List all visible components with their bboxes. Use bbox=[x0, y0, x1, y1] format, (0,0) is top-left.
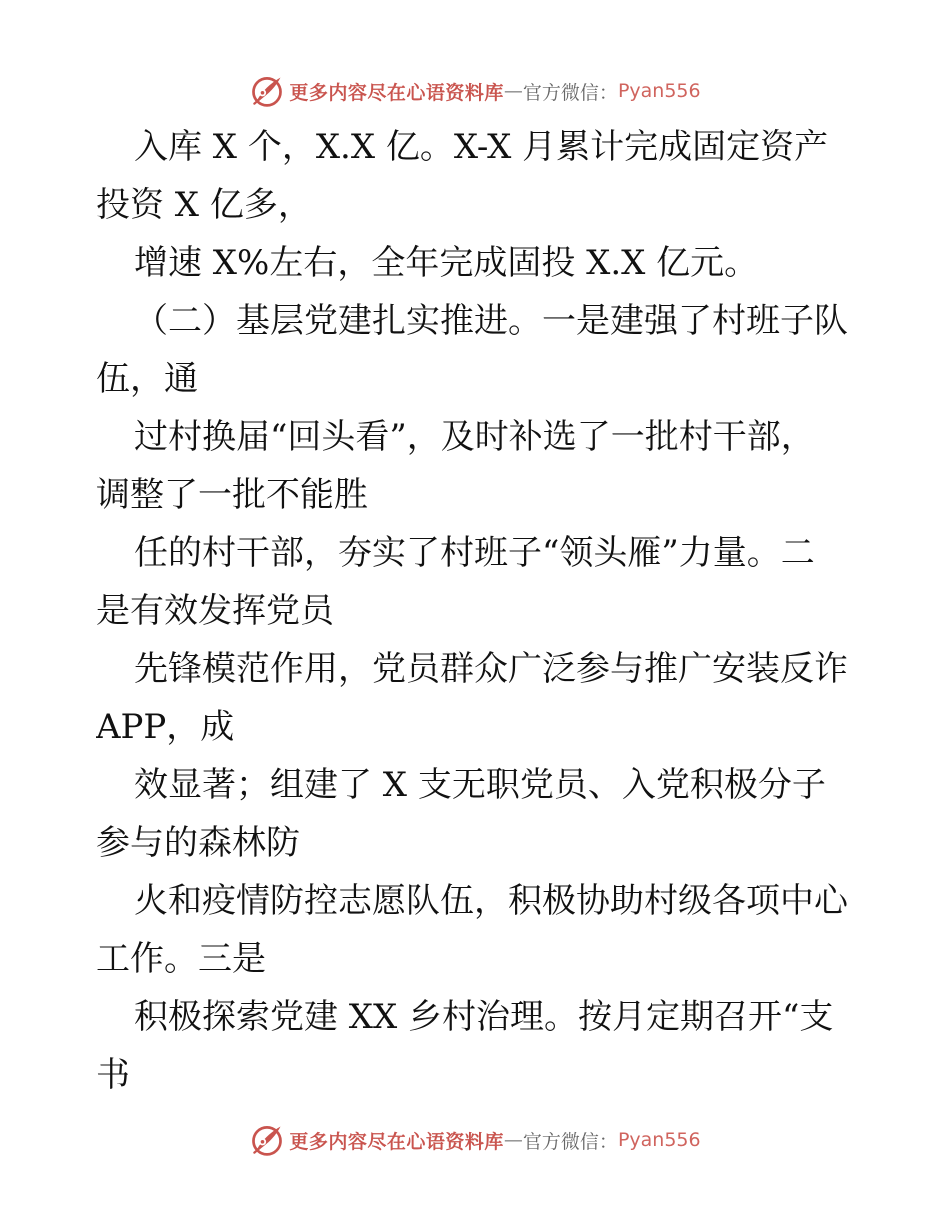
text-line: 投资 X 亿多， bbox=[96, 185, 312, 225]
text-line: 积极探索党建 XX 乡村治理。按月定期召开“支 bbox=[134, 997, 834, 1037]
text-line: 过村换届“回头看”，及时补选了一批村干部， bbox=[134, 417, 815, 457]
text-line: 任的村干部，夯实了村班子“领头雁”力量。二 bbox=[134, 533, 815, 573]
text-line: 火和疫情防控志愿队伍，积极协助村级各项中心 bbox=[134, 881, 848, 921]
banner-wechat-id: Pyan556 bbox=[617, 80, 701, 102]
banner-dash: — bbox=[503, 80, 523, 102]
text-line: （二）基层党建扎实推进。一是建强了村班子队 bbox=[134, 301, 848, 341]
text-line: 工作。三是 bbox=[96, 939, 266, 979]
feather-pen-logo-icon bbox=[249, 1122, 285, 1158]
banner-dash: — bbox=[503, 1129, 523, 1151]
text-line: 先锋模范作用，党员群众广泛参与推广安装反诈 bbox=[134, 649, 848, 689]
footer-banner bbox=[0, 1120, 950, 1160]
text-line: 调整了一批不能胜 bbox=[96, 475, 368, 515]
text-line: 效显著；组建了 X 支无职党员、入党积极分子 bbox=[134, 765, 826, 805]
text-line: 书 bbox=[96, 1055, 130, 1095]
banner-main-text: 更多内容尽在心语资料库 bbox=[289, 81, 504, 104]
text-line: 增速 X%左右，全年完成固投 X.X 亿元。 bbox=[134, 243, 759, 283]
banner-wechat-label: 官方微信： bbox=[522, 81, 618, 104]
header-banner bbox=[0, 71, 950, 111]
text-line: 伍，通 bbox=[96, 359, 198, 399]
text-line: 是有效发挥党员 bbox=[96, 591, 334, 631]
feather-pen-logo-icon bbox=[249, 73, 285, 109]
banner-main-text: 更多内容尽在心语资料库 bbox=[289, 1130, 504, 1153]
banner-wechat-id: Pyan556 bbox=[617, 1129, 701, 1151]
document-body bbox=[96, 118, 856, 1104]
banner-wechat-label: 官方微信： bbox=[522, 1130, 618, 1153]
text-line: APP，成 bbox=[96, 707, 235, 747]
text-line: 参与的森林防 bbox=[96, 823, 300, 863]
text-line: 入库 X 个，X.X 亿。X-X 月累计完成固定资产 bbox=[134, 127, 829, 167]
